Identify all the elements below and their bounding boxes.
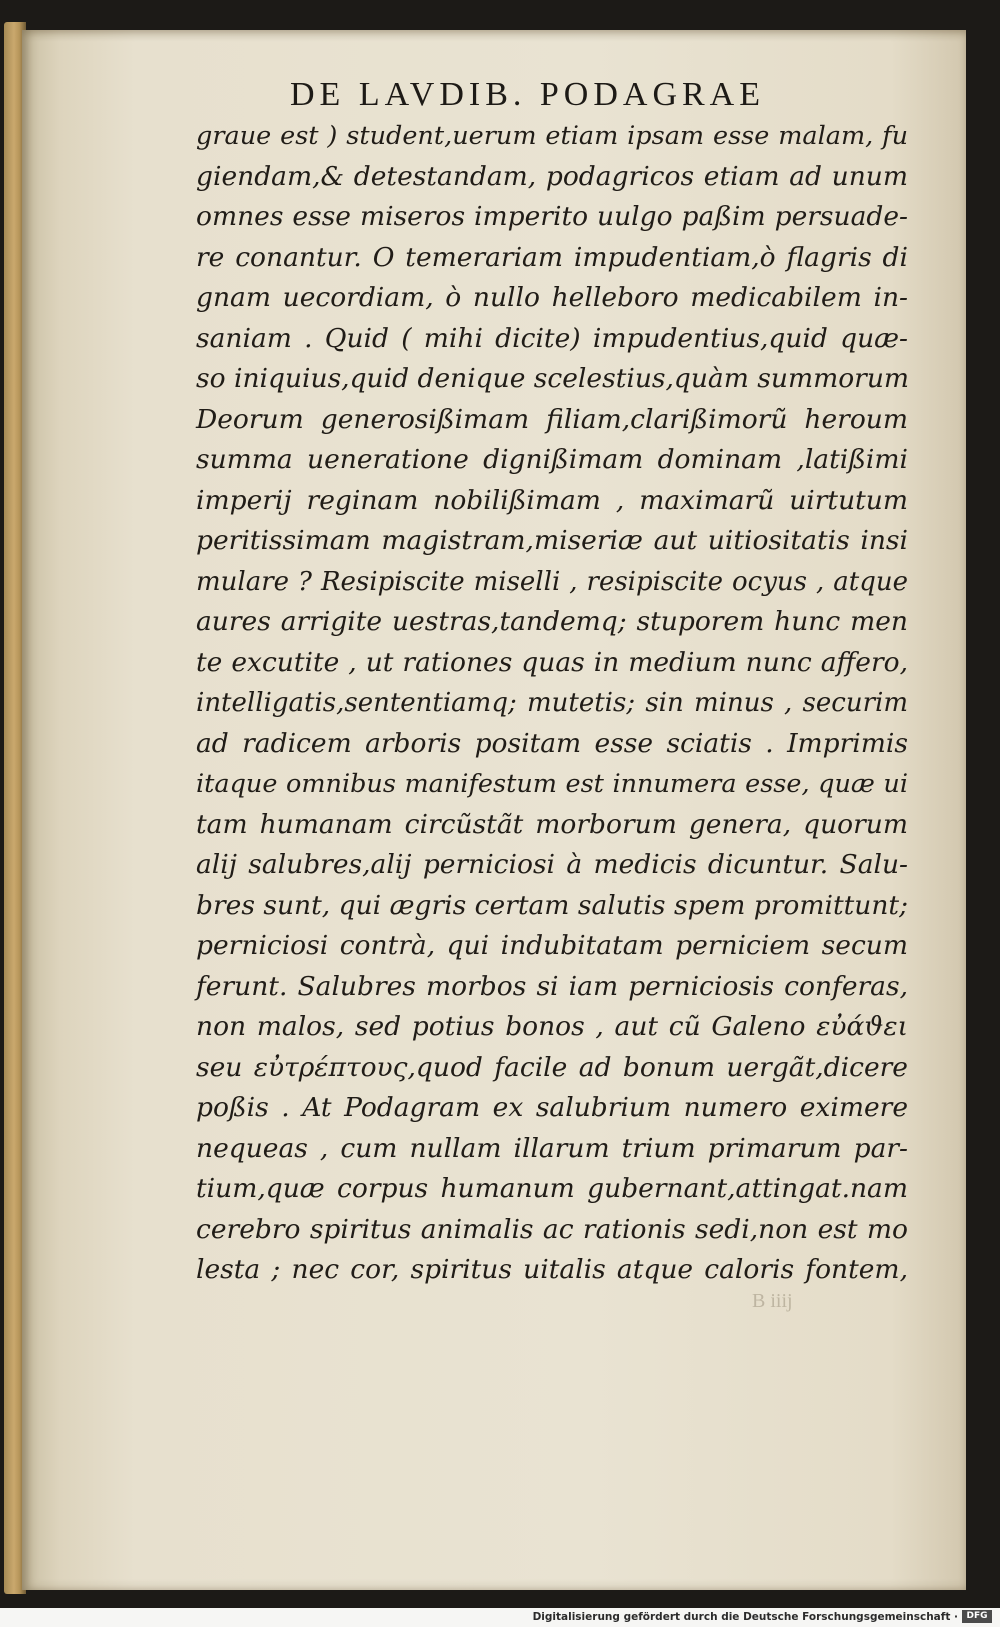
text-line: gnam uecordiam, ò nullo helleboro medicabilem in-: [196, 282, 908, 313]
text-line: peritissimam magistram,miseriæ aut uitiositatis insi: [196, 525, 908, 556]
dfg-logo: DFG: [962, 1610, 992, 1623]
running-head: DE LAVDIB. PODAGRAE: [290, 76, 765, 113]
text-line: alij salubres,alij perniciosi à medicis dicuntur. Salu-: [196, 849, 908, 880]
text-line: te excutite , ut rationes quas in medium nunc affero,: [196, 646, 908, 678]
text-line: Deorum generosißimam filiam,clarißimorũ heroum: [196, 403, 908, 435]
text-line: bres sunt, qui ægris certam salutis spem promittunt;: [196, 889, 908, 921]
text-line: saniam . Quid ( mihi dicite) impudentius,quid quæ-: [196, 322, 908, 354]
text-line: poßis . At Podagram ex salubrium numero eximere: [196, 1092, 908, 1123]
text-line: graue est ) student,uerum etiam ipsam esse malam, fu: [196, 121, 908, 151]
text-line: imperij reginam nobilißimam , maximarũ uirtutum: [196, 484, 908, 516]
text-line: ferunt. Salubres morbos si iam perniciosis conferas,: [196, 970, 908, 1002]
text-line: tium,quæ corpus humanum gubernant,attingat.nam: [196, 1173, 908, 1204]
text-line: giendam,& detestandam, podagricos etiam ad unum: [196, 160, 908, 192]
signature-mark: B iiij: [752, 1290, 793, 1312]
text-line: ad radicem arboris positam esse sciatis . Imprimis: [196, 727, 908, 759]
text-line: mulare ? Resipiscite miselli , resipiscite ocyus , atque: [196, 566, 908, 597]
text-line: perniciosi contrà, qui indubitatam perniciem secum: [196, 930, 908, 961]
text-line: intelligatis,sententiamq; mutetis; sin minus , securim: [196, 688, 908, 718]
text-line: cerebro spiritus animalis ac rationis sedi,non est mo: [196, 1213, 908, 1245]
text-line: re conantur. O temerariam impudentiam,ò flagris di: [196, 241, 908, 273]
text-line: omnes esse miseros imperito uulgo paßim persuade-: [196, 201, 908, 232]
text-line: summa ueneratione dignißimam dominam ,latißimi: [196, 444, 908, 475]
text-line: lesta ; nec cor, spiritus uitalis atque caloris fontem,: [196, 1254, 908, 1285]
text-line: so iniquius,quid denique scelestius,quàm summorum: [196, 363, 910, 394]
footer-credit: Digitalisierung gefördert durch die Deutsche Forschungsgemeinschaft ·: [532, 1611, 958, 1623]
text-block: [196, 116, 946, 1291]
text-line: nequeas , cum nullam illarum trium primarum par-: [196, 1132, 908, 1164]
text-line: seu εὐτρέπτους,quod facile ad bonum uergãt,dicere: [196, 1051, 908, 1083]
text-line: non malos, sed potius bonos , aut cũ Galeno εὐάϑει: [196, 1011, 908, 1042]
text-line: tam humanam circũstãt morborum genera, quorum: [196, 808, 908, 840]
text-line: itaque omnibus manifestum est innumera esse, quæ ui: [196, 769, 908, 799]
text-line: aures arrigite uestras,tandemq; stuporem hunc men: [196, 606, 908, 637]
